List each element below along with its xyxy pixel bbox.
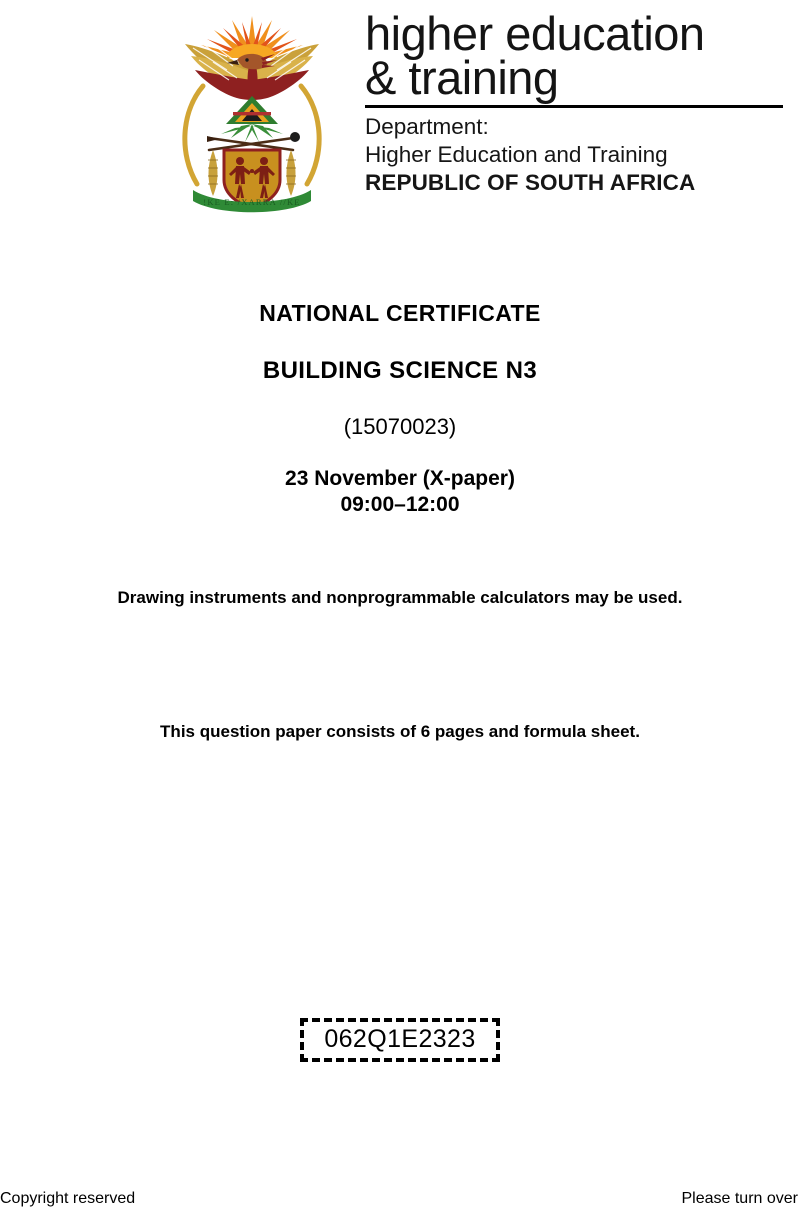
page-count-notice: This question paper consists of 6 pages and formula sheet.: [160, 722, 640, 741]
svg-text:!KE E: /XARRA //KE: !KE E: /XARRA //KE: [203, 197, 301, 207]
instruments-notice: Drawing instruments and nonprogrammable calculators may be used.: [117, 588, 683, 607]
turn-over-notice: Please turn over: [681, 1190, 798, 1207]
wordmark-line-2: & training: [365, 50, 559, 104]
wordmark-line-1: higher education: [365, 7, 705, 60]
subject-code: (15070023): [343, 414, 457, 439]
page-footer: [0, 1190, 800, 1212]
country-name: REPUBLIC OF SOUTH AFRICA: [365, 170, 696, 196]
wordmark-divider: [365, 105, 783, 108]
paper-code-box: 062Q1E2323: [300, 1018, 499, 1062]
exam-date: 23 November (X-paper): [285, 467, 515, 490]
department-wordmark-block: [365, 7, 785, 197]
paper-code-container: [0, 1018, 800, 1062]
certificate-type: NATIONAL CERTIFICATE: [259, 300, 541, 326]
page-title: BUILDING SCIENCE N3: [262, 357, 538, 384]
department-name: Higher Education and Training: [365, 142, 668, 168]
document-header: [0, 0, 800, 230]
south-african-coat-of-arms: [163, 8, 341, 220]
department-text-block: [365, 113, 785, 197]
copyright-notice: Copyright reserved: [0, 1190, 136, 1207]
exam-time: 09:00–12:00: [340, 493, 460, 516]
department-label: Department:: [365, 114, 489, 140]
exam-title-block: [0, 300, 800, 517]
